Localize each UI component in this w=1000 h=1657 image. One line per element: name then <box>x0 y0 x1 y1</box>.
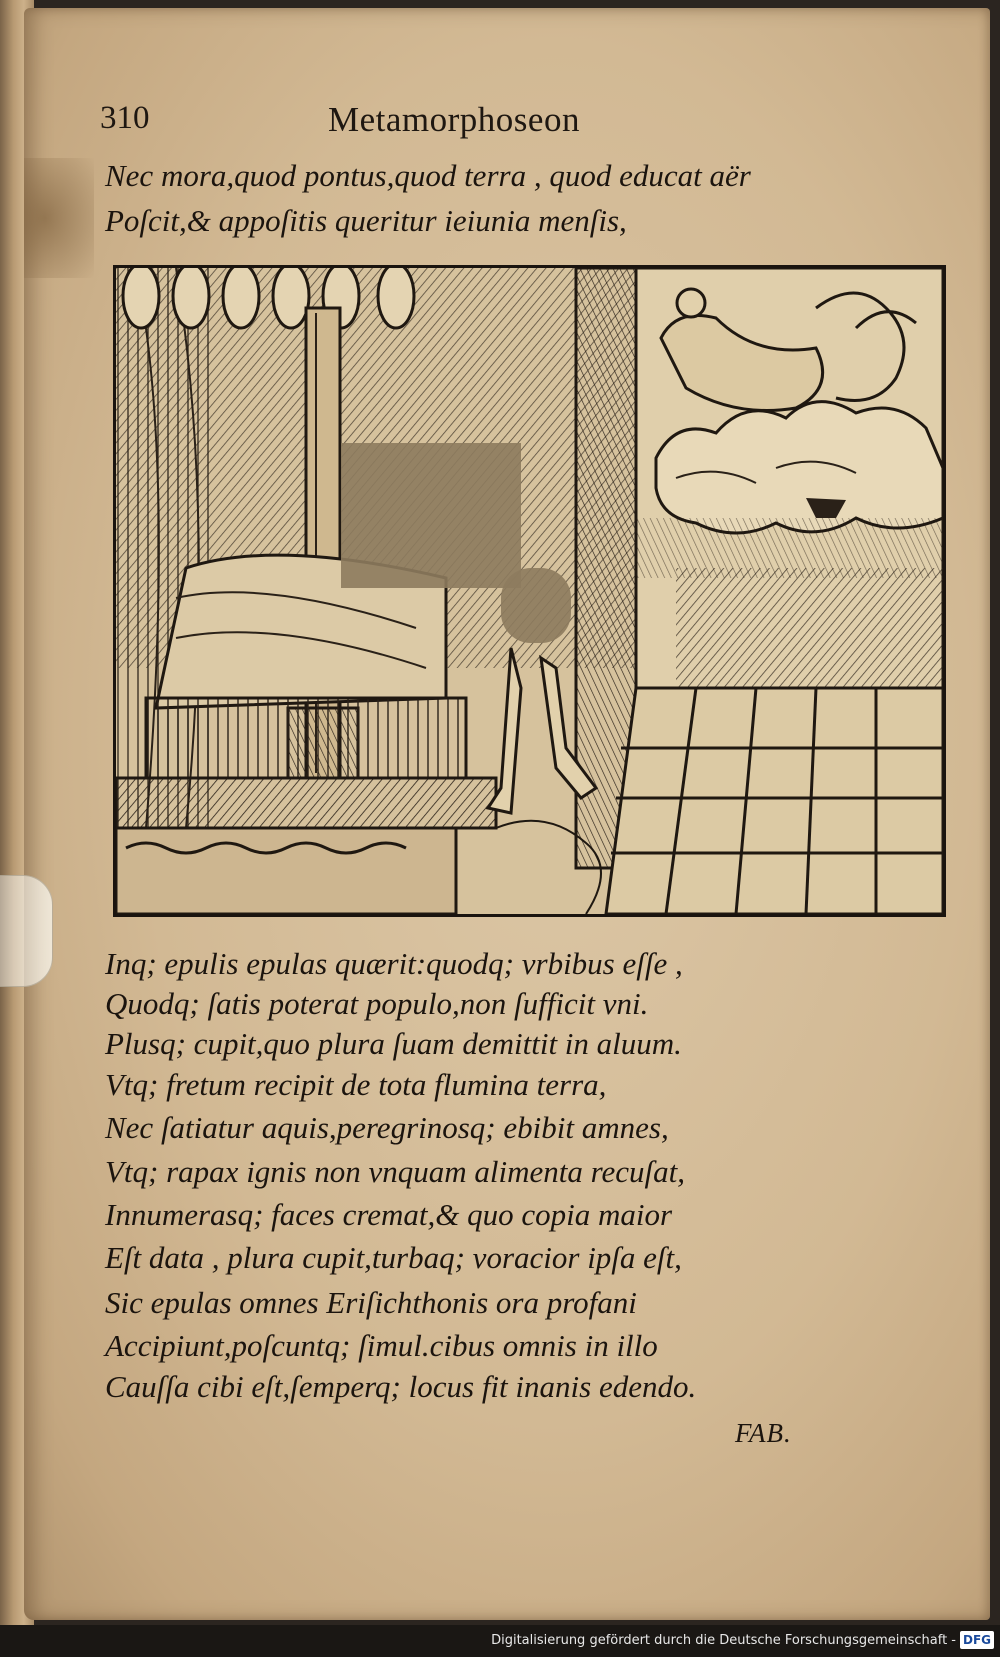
verse-line: Cauſſa cibi eſt,ſemperq; locus fit inanis edendo. <box>105 1369 697 1404</box>
running-title: Metamorphoseon <box>328 100 580 139</box>
verse-line: Eſt data , plura cupit,turbaq; voracior ipſa eſt, <box>105 1240 682 1275</box>
verse-line: Sic epulas omnes Eriſichthonis ora profani <box>105 1285 637 1320</box>
funding-credit: Digitalisierung gefördert durch die Deutsche Forschungsgemeinschaft - <box>491 1633 956 1648</box>
verse-line: Plusq; cupit,quo plura ſuam demittit in aluum. <box>105 1026 682 1061</box>
woodcut-illustration <box>113 265 946 917</box>
verse-line: Nec ſatiatur aquis,peregrinosq; ebibit amnes, <box>105 1110 669 1145</box>
dfg-logo-icon: DFG <box>960 1631 994 1649</box>
verse-line: Inq; epulis epulas quærit:quodq; vrbibus eſſe , <box>105 946 683 981</box>
verse-line: Vtq; fretum recipit de tota flumina terra, <box>105 1067 607 1102</box>
woodcut-drawing <box>116 268 943 914</box>
page-number: 310 <box>100 100 150 136</box>
verse-line: Accipiunt,poſcuntq; ſimul.cibus omnis in illo <box>105 1328 658 1363</box>
catchword: FAB. <box>735 1418 792 1448</box>
footer-bar <box>0 1625 1000 1657</box>
verse-line: Innumerasq; faces cremat,& quo copia maior <box>105 1197 673 1232</box>
verse-line: Nec mora,quod pontus,quod terra , quod educat aër <box>105 158 751 193</box>
verse-line: Vtq; rapax ignis non vnquam alimenta recuſat, <box>105 1154 686 1189</box>
verse-line: Poſcit,& appoſitis queritur ieiunia menſis, <box>105 203 627 238</box>
page-header <box>100 100 920 150</box>
verse-line: Quodq; ſatis poterat populo,non ſufficit vni. <box>105 986 649 1021</box>
water-stain <box>24 158 94 278</box>
page-clip <box>0 875 53 987</box>
